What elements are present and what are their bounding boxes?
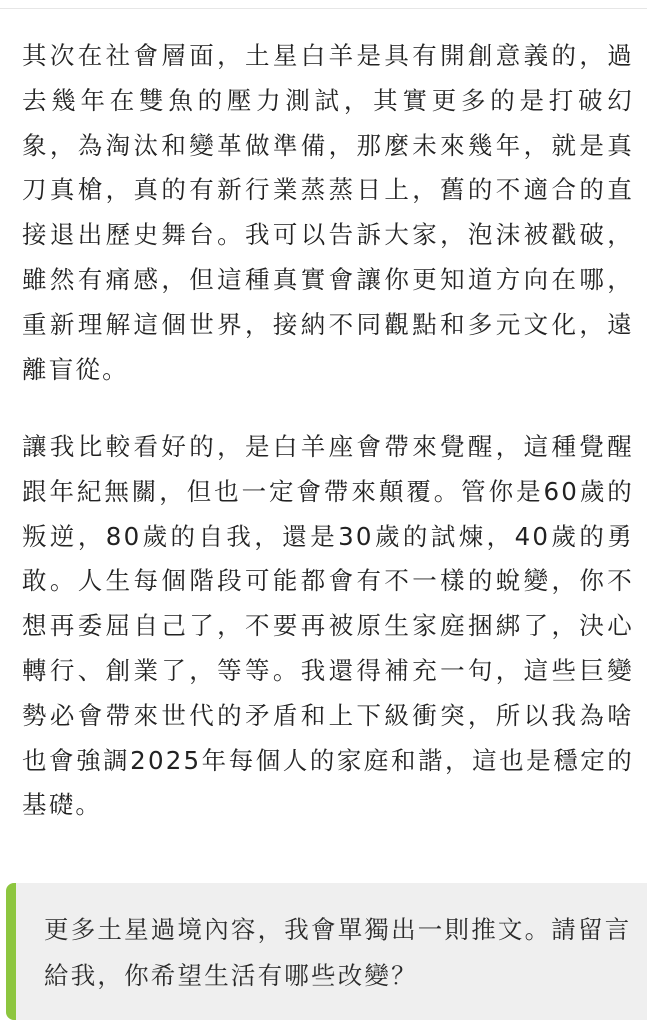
callout-accent-bar (6, 883, 16, 1020)
callout-text: 更多土星過境內容，我會單獨出一則推文。請留言給我，你希望生活有哪些改變？ (44, 915, 632, 990)
article-paragraph-2: 讓我比較看好的，是白羊座會帶來覺醒，這種覺醒跟年紀無關，但也一定會帶來顛覆。管你是60歲的叛逆，80歲的自我，還是30歲的試煉，40歲的勇敢。人生每個階段可能都會有不一樣的蛻變，你不想再委屈自己了，不要再被原生家庭捆綁了，決心轉行、創業了，等等。我還得補充一句，這些巨變勢必會帶來世代的矛盾和上下級衝突，所以我為啥也會強調2025年每個人的家庭和諧，這也是穩定的基礎。 (22, 432, 634, 820)
article-paragraph-1: 其次在社會層面，土星白羊是具有開創意義的，過去幾年在雙魚的壓力測試，其實更多的是打破幻象，為淘汰和變革做準備，那麼未來幾年，就是真刀真槍，真的有新行業蒸蒸日上，舊的不適合的直接退出歷史舞台。我可以告訴大家，泡沫被戳破，雖然有痛感，但這種真實會讓你更知道方向在哪，重新理解這個世界，接納不同觀點和多元文化，遠離盲從。 (22, 41, 634, 384)
top-divider (0, 8, 647, 9)
callout-quote (6, 883, 647, 1020)
